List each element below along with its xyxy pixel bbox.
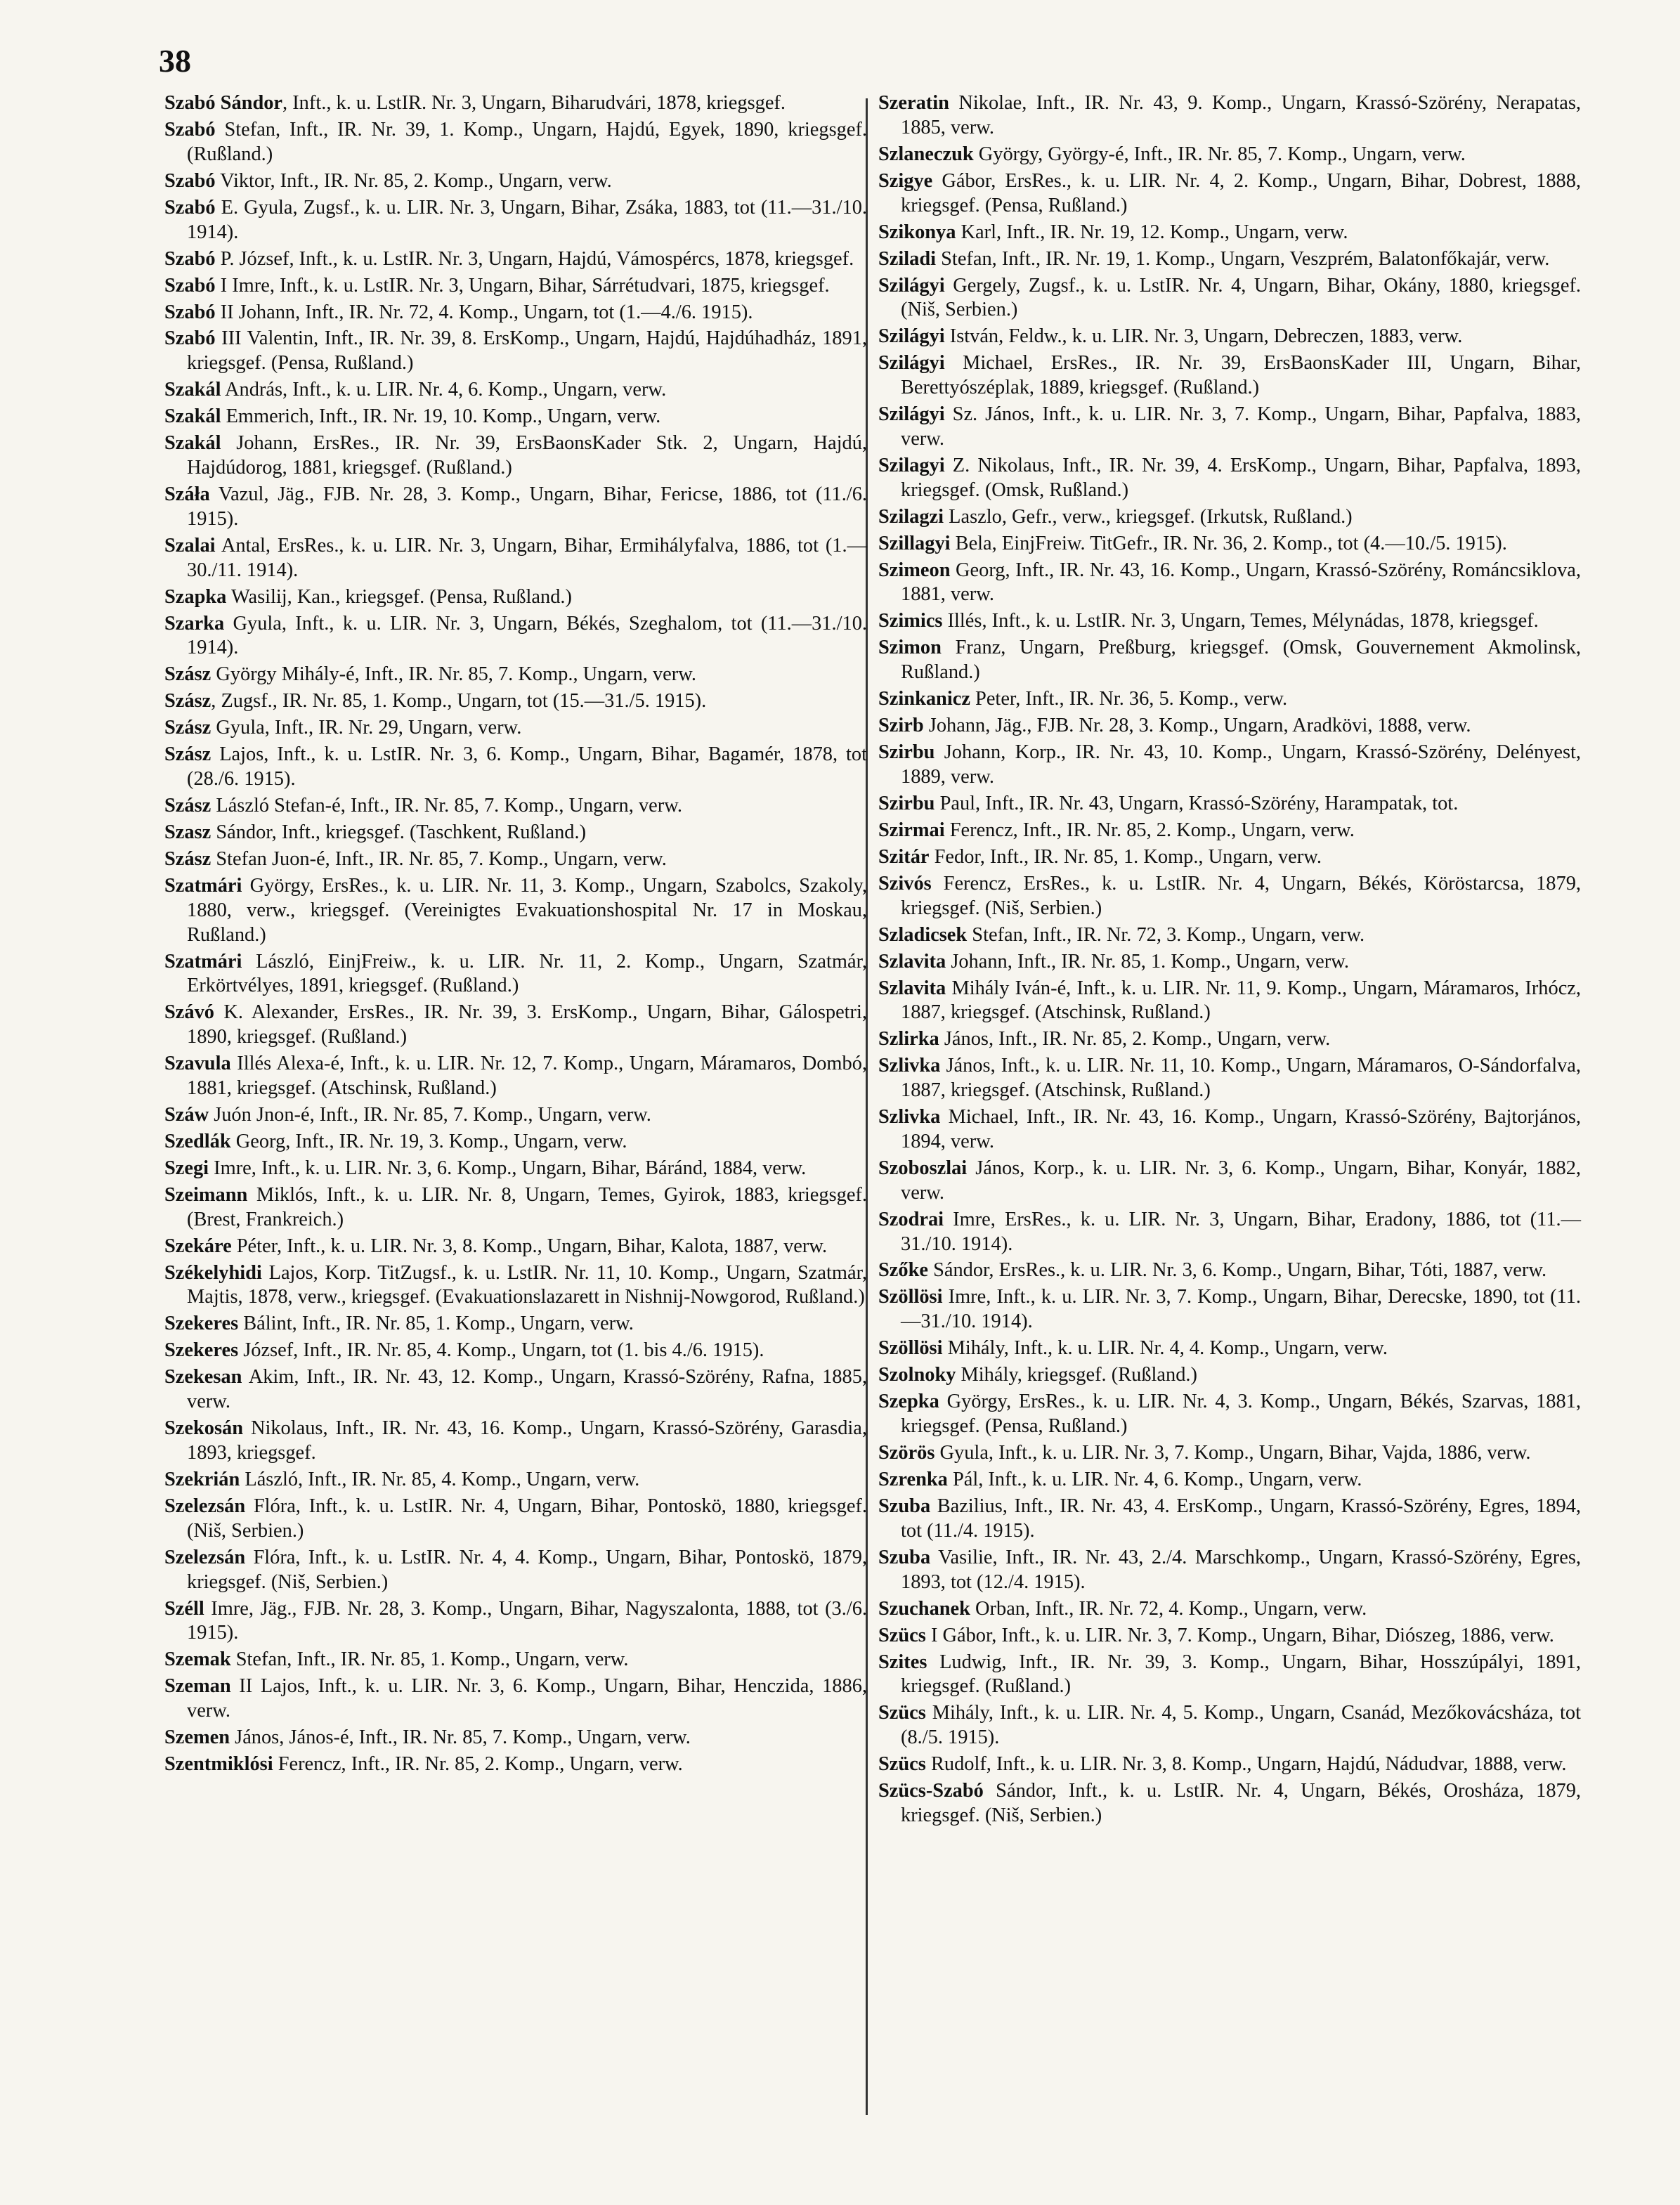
register-entry [878, 1701, 1581, 1750]
entry-details: Vasilie, Inft., IR. Nr. 43, 2./4. Marschkomp., Ungarn, Krassó-Szörény, Egres, 1893, tot (12./4. 1915). [901, 1546, 1581, 1593]
register-entry [164, 1052, 867, 1101]
entry-surname: Szemak [164, 1648, 231, 1671]
register-entry [164, 247, 867, 272]
entry-surname: Száw [164, 1103, 209, 1126]
entry-details: Imre, Inft., k. u. LIR. Nr. 3, 6. Komp., Ungarn, Bihar, Báránd, 1884, verw. [209, 1157, 807, 1179]
entry-surname: Székelyhidi [164, 1261, 262, 1284]
register-entry [878, 1336, 1581, 1361]
entry-details: E. Gyula, Zugsf., k. u. LIR. Nr. 3, Ungarn, Bihar, Zsáka, 1883, tot (11.—31./10. 1914). [187, 196, 867, 243]
entry-surname: Szentmiklósi [164, 1753, 273, 1776]
entry-details: Illés Alexa-é, Inft., k. u. LIR. Nr. 12, 7. Komp., Ungarn, Máramaros, Dombó, 1881, kriegsgef. (Atschinsk, Rußland.) [187, 1053, 867, 1099]
entry-surname: Szöllösi [878, 1286, 943, 1308]
register-entry [878, 169, 1581, 219]
register-entry [164, 1597, 867, 1646]
entry-details: Gyula, Inft., k. u. LIR. Nr. 3, Ungarn, Békés, Szeghalom, tot (11.—31./10. 1914). [187, 612, 867, 659]
entry-details: Ludwig, Inft., IR. Nr. 39, 3. Komp., Ungarn, Bihar, Hosszúpályi, 1891, kriegsgef. (Rußland.) [901, 1651, 1581, 1698]
entry-details: Stefan Juon-é, Inft., IR. Nr. 85, 7. Komp., Ungarn, verw. [211, 848, 667, 871]
register-entry [164, 1312, 867, 1336]
entry-surname: Szekeres [164, 1313, 239, 1335]
entry-details: Ferencz, ErsRes., k. u. LstIR. Nr. 4, Ungarn, Békés, Köröstarcsa, 1879, kriegsgef. (Niš, Serbien.) [901, 872, 1581, 919]
entry-surname: Szepka [878, 1391, 939, 1413]
register-entry [878, 247, 1581, 272]
register-entry [878, 403, 1581, 452]
entry-surname: Szlivka [878, 1106, 941, 1128]
entry-surname: Száła [164, 483, 210, 506]
register-entry [164, 874, 867, 947]
entry-surname: Szabó Sándor [164, 92, 283, 114]
entry-details: Stefan, Inft., IR. Nr. 39, 1. Komp., Ungarn, Hajdú, Egyek, 1890, kriegsgef. (Rußland.) [187, 118, 867, 165]
register-entry [164, 483, 867, 532]
register-entry [164, 1001, 867, 1050]
register-entry [878, 1624, 1581, 1648]
entry-details: Lajos, Inft., k. u. LstIR. Nr. 3, 6. Komp., Ungarn, Bihar, Bagamér, 1878, tot (28./6. 1915). [187, 743, 867, 791]
entry-details: János, Inft., IR. Nr. 85, 2. Komp., Ungarn, verw. [939, 1028, 1331, 1051]
register-entry [878, 1105, 1581, 1154]
entry-details: Imre, ErsRes., k. u. LIR. Nr. 3, Ungarn, Bihar, Eradony, 1886, tot (11.—31./10. 1914). [901, 1208, 1581, 1255]
register-entry [878, 1441, 1581, 1466]
entry-details: II Johann, Inft., IR. Nr. 72, 4. Komp., Ungarn, tot (1.—4./6. 1915). [215, 301, 753, 323]
register-entry [164, 1130, 867, 1154]
register-entry [164, 1157, 867, 1181]
entry-surname: Szabó [164, 274, 216, 297]
register-entry [878, 977, 1581, 1026]
entry-surname: Széll [164, 1597, 204, 1620]
entry-surname: Szekesan [164, 1366, 242, 1388]
entry-surname: Szigye [878, 169, 933, 192]
register-entry [878, 454, 1581, 503]
entry-surname: Szabó [164, 247, 216, 270]
register-entry [878, 1054, 1581, 1103]
entry-surname: Szücs-Szabó [878, 1780, 984, 1802]
entry-details: Johann, ErsRes., IR. Nr. 39, ErsBaonsKader Stk. 2, Ungarn, Hajdú, Hajdúdorog, 1881, kriegsgef. (Rußland.) [187, 432, 867, 479]
entry-surname: Szelezsán [164, 1495, 246, 1517]
entry-details: Flóra, Inft., k. u. LstIR. Nr. 4, Ungarn, Bihar, Pontoskö, 1880, kriegsgef. (Niš, Serbien.) [187, 1495, 867, 1542]
entry-details: Lajos, Korp. TitZugsf., k. u. LstIR. Nr. 11, 10. Komp., Ungarn, Szatmár, Majtis, 1878, verw., kriegsgef. (Evakuationslazarett in Nishnij-Nowgorod, Rußland.) [187, 1261, 867, 1308]
entry-details: József, Inft., IR. Nr. 85, 4. Komp., Ungarn, tot (1. bis 4./6. 1915). [238, 1339, 764, 1362]
register-entry [878, 636, 1581, 685]
entry-surname: Szakál [164, 405, 221, 428]
entry-surname: Szedlák [164, 1130, 231, 1152]
entry-surname: Szodrai [878, 1208, 944, 1230]
register-entry [164, 1648, 867, 1672]
entry-surname: Szites [878, 1651, 927, 1673]
entry-details: Karl, Inft., IR. Nr. 19, 12. Komp., Ungarn, verw. [956, 221, 1348, 243]
entry-surname: Szlaneczuk [878, 143, 974, 165]
entry-surname: Szatmári [164, 875, 242, 897]
entry-details: Mihály Iván-é, Inft., k. u. LIR. Nr. 11, 9. Komp., Ungarn, Máramaros, Irhócz, 1887, kriegsgef. (Atschinsk, Rußland.) [901, 977, 1581, 1024]
entry-details: Ferencz, Inft., IR. Nr. 85, 2. Komp., Ungarn, verw. [944, 819, 1355, 841]
entry-details: György Mihály-é, Inft., IR. Nr. 85, 7. Komp., Ungarn, verw. [211, 663, 696, 686]
entry-details: III Valentin, Inft., IR. Nr. 39, 8. ErsKomp., Ungarn, Hajdú, Hajdúhadház, 1891, kriegsgef. (Pensa, Rußland.) [187, 327, 867, 375]
entry-surname: Szőke [878, 1259, 928, 1282]
entry-surname: Szücs [878, 1624, 926, 1646]
register-entry [164, 1183, 867, 1232]
entry-surname: Szekáre [164, 1235, 232, 1257]
register-entry [164, 327, 867, 376]
entry-details: Bazilius, Inft., IR. Nr. 43, 4. ErsKomp., Ungarn, Krassó-Szörény, Egres, 1894, tot (11./4. 1915). [901, 1495, 1581, 1542]
entry-surname: Szász [164, 795, 211, 817]
entry-details: Georg, Inft., IR. Nr. 43, 16. Komp., Ungarn, Krassó-Szörény, Románcsiklova, 1881, verw. [901, 559, 1581, 606]
entry-details: Georg, Inft., IR. Nr. 19, 3. Komp., Ungarn, verw. [230, 1130, 627, 1152]
register-entry [164, 1546, 867, 1595]
entry-details: Juón Jnon-é, Inft., IR. Nr. 85, 7. Komp., Ungarn, verw. [209, 1103, 651, 1126]
entry-details: Paul, Inft., IR. Nr. 43, Ungarn, Krassó-Szörény, Harampatak, tot. [935, 792, 1459, 814]
entry-details: Emmerich, Inft., IR. Nr. 19, 10. Komp., Ungarn, verw. [221, 405, 661, 428]
entry-surname: Szász [164, 690, 211, 713]
entry-surname: Szemen [164, 1726, 230, 1749]
entry-surname: Szladicsek [878, 923, 968, 946]
register-entry [878, 872, 1581, 921]
entry-details: Stefan, Inft., IR. Nr. 72, 3. Komp., Ungarn, verw. [967, 923, 1365, 946]
entry-surname: Szegi [164, 1157, 209, 1179]
entry-surname: Szilagzi [878, 505, 944, 528]
register-entry [878, 559, 1581, 608]
entry-details: Johann, Jäg., FJB. Nr. 28, 3. Komp., Ungarn, Aradkövi, 1888, verw. [923, 715, 1471, 737]
entry-surname: Szeman [164, 1675, 231, 1698]
register-entry [878, 91, 1581, 141]
entry-surname: Szilágyi [878, 403, 945, 426]
register-entry [878, 1363, 1581, 1388]
entry-surname: Szakál [164, 379, 221, 401]
register-entry [164, 169, 867, 194]
entry-details: László Stefan-é, Inft., IR. Nr. 85, 7. Komp., Ungarn, verw. [211, 795, 682, 817]
entry-surname: Szász [164, 743, 211, 766]
register-entry [164, 950, 867, 999]
entry-surname: Szakál [164, 432, 221, 455]
register-entry [164, 1339, 867, 1363]
register-entry [164, 431, 867, 481]
register-entry [878, 819, 1581, 843]
entry-surname: Szasz [164, 821, 211, 844]
entry-details: , Inft., k. u. LstIR. Nr. 3, Ungarn, Biharudvári, 1878, kriegsgef. [282, 92, 786, 114]
register-entry [878, 741, 1581, 790]
register-entry [878, 1258, 1581, 1283]
entry-details: Gyula, Inft., IR. Nr. 29, Ungarn, verw. [211, 717, 522, 739]
entry-surname: Szabó [164, 301, 216, 323]
entry-details: K. Alexander, ErsRes., IR. Nr. 39, 3. ErsKomp., Ungarn, Bihar, Gálospetri, 1890, kriegsgef. (Rußland.) [187, 1001, 867, 1048]
register-entry [164, 794, 867, 819]
register-entry [878, 532, 1581, 557]
entry-surname: Szarka [164, 612, 225, 635]
entry-details: György, György-é, Inft., IR. Nr. 85, 7. Komp., Ungarn, verw. [973, 143, 1466, 165]
entry-surname: Szlivka [878, 1055, 941, 1077]
entry-details: Bálint, Inft., IR. Nr. 85, 1. Komp., Ungarn, verw. [238, 1313, 634, 1335]
register-entry [164, 405, 867, 429]
entry-details: János, Korp., k. u. LIR. Nr. 3, 6. Komp., Ungarn, Bihar, Konyár, 1882, verw. [901, 1157, 1581, 1204]
entry-surname: Szász [164, 848, 211, 871]
register-entry [878, 1468, 1581, 1492]
register-entry [164, 1726, 867, 1750]
entry-surname: Szávó [164, 1001, 214, 1024]
entry-details: Nikolaus, Inft., IR. Nr. 43, 16. Komp., Ungarn, Krassó-Szörény, Garasdia, 1893, kriegsgef. [187, 1417, 867, 1464]
register-entry [164, 847, 867, 872]
entry-details: Akim, Inft., IR. Nr. 43, 12. Komp., Ungarn, Krassó-Szörény, Rafna, 1885, verw. [187, 1366, 867, 1413]
entry-surname: Szilágyi [878, 274, 945, 297]
entry-details: György, ErsRes., k. u. LIR. Nr. 11, 3. Komp., Ungarn, Szabolcs, Szakoly, 1880, verw., kriegsgef. (Vereinigtes Evakuationshospital Nr. 17 in Moskau, Rußland.) [187, 875, 867, 946]
entry-surname: Szimeon [878, 559, 951, 581]
entry-details: Gyula, Inft., k. u. LIR. Nr. 3, 7. Komp., Ungarn, Bihar, Vajda, 1886, verw. [935, 1442, 1531, 1464]
entry-details: Z. Nikolaus, Inft., IR. Nr. 39, 4. ErsKomp., Ungarn, Bihar, Papfalva, 1893, kriegsgef. (Omsk, Rußland.) [901, 454, 1581, 501]
register-entry [878, 845, 1581, 870]
entry-details: Michael, Inft., IR. Nr. 43, 16. Komp., Ungarn, Krassó-Szörény, Bajtorjános, 1894, verw. [901, 1106, 1581, 1152]
entry-surname: Szelezsán [164, 1546, 246, 1568]
entry-surname: Szilagyi [878, 454, 945, 476]
entry-surname: Szörös [878, 1442, 935, 1464]
register-entry [878, 1027, 1581, 1052]
entry-surname: Szapka [164, 585, 227, 608]
entry-details: István, Feldw., k. u. LIR. Nr. 3, Ungarn, Debreczen, 1883, verw. [944, 325, 1463, 348]
register-entry [164, 1417, 867, 1466]
register-entry [878, 1546, 1581, 1595]
register-entry [164, 196, 867, 245]
entry-details: Illés, Inft., k. u. LstIR. Nr. 3, Ungarn, Temes, Mélynádas, 1878, kriegsgef. [942, 610, 1539, 632]
entry-surname: Szirb [878, 715, 924, 737]
entry-details: Flóra, Inft., k. u. LstIR. Nr. 4, 4. Komp., Ungarn, Bihar, Pontoskö, 1879, kriegsgef. (Niš, Serbien.) [187, 1546, 867, 1593]
register-entry [878, 923, 1581, 948]
entry-surname: Szabó [164, 196, 216, 219]
register-entry [878, 950, 1581, 975]
register-entry [878, 325, 1581, 349]
entry-details: Stefan, Inft., IR. Nr. 85, 1. Komp., Ungarn, verw. [230, 1648, 629, 1671]
entry-surname: Szillagyi [878, 532, 951, 554]
register-entry [164, 689, 867, 714]
entry-details: Antal, ErsRes., k. u. LIR. Nr. 3, Ungarn, Bihar, Ermihályfalva, 1886, tot (1.—30./11. 1914). [187, 534, 867, 581]
entry-surname: Szeimann [164, 1183, 248, 1206]
entry-details: Franz, Ungarn, Preßburg, kriegsgef. (Omsk, Gouvernement Akmolinsk, Rußland.) [901, 637, 1581, 684]
entry-surname: Szilágyi [878, 325, 945, 348]
entry-surname: Szeratin [878, 92, 949, 114]
entry-surname: Szalai [164, 534, 216, 557]
entry-details: Wasilij, Kan., kriegsgef. (Pensa, Rußland.) [226, 585, 572, 608]
register-entry [164, 91, 867, 116]
entry-details: Péter, Inft., k. u. LIR. Nr. 3, 8. Komp., Ungarn, Bihar, Kalota, 1887, verw. [231, 1235, 828, 1257]
entry-details: Mihály, kriegsgef. (Rußland.) [956, 1364, 1197, 1386]
entry-details: Pál, Inft., k. u. LIR. Nr. 4, 6. Komp., Ungarn, verw. [947, 1468, 1362, 1490]
entry-surname: Szücs [878, 1702, 926, 1724]
entry-surname: Szilágyi [878, 352, 945, 375]
entry-details: György, ErsRes., k. u. LIR. Nr. 4, 3. Komp., Ungarn, Békés, Szarvas, 1881, kriegsgef. (Pensa, Rußland.) [901, 1391, 1581, 1438]
register-entry [878, 1779, 1581, 1828]
entry-details: Mihály, Inft., k. u. LIR. Nr. 4, 4. Komp., Ungarn, verw. [942, 1337, 1388, 1360]
entry-surname: Szimon [878, 637, 942, 659]
entry-details: Sándor, Inft., k. u. LstIR. Nr. 4, Ungarn, Békés, Orosháza, 1879, kriegsgef. (Niš, Serbien.) [901, 1780, 1581, 1826]
entry-details: Imre, Jäg., FJB. Nr. 28, 3. Komp., Ungarn, Bihar, Nagyszalonta, 1888, tot (3./6. 1915). [187, 1597, 867, 1644]
entry-surname: Szlavita [878, 950, 946, 973]
register-entry [878, 792, 1581, 817]
entry-details: Miklós, Inft., k. u. LIR. Nr. 8, Ungarn, Temes, Gyirok, 1883, kriegsgef. (Brest, Frankreich.) [187, 1183, 867, 1230]
entry-details: János, János-é, Inft., IR. Nr. 85, 7. Komp., Ungarn, verw. [230, 1726, 691, 1749]
entry-surname: Szuchanek [878, 1597, 970, 1620]
register-entry [164, 716, 867, 741]
register-entry [164, 743, 867, 792]
register-entry [878, 1495, 1581, 1544]
register-entry [164, 585, 867, 610]
entry-surname: Szitár [878, 845, 930, 868]
register-entry [878, 505, 1581, 530]
register-entry [878, 1651, 1581, 1700]
register-entry [164, 534, 867, 583]
register-entry [878, 1285, 1581, 1334]
register-entry [878, 143, 1581, 167]
entry-surname: Szücs [878, 1753, 926, 1776]
entry-details: Nikolae, Inft., IR. Nr. 43, 9. Komp., Ungarn, Krassó-Szörény, Nerapatas, 1885, verw. [901, 92, 1581, 138]
register-entry [164, 118, 867, 167]
entry-details: Rudolf, Inft., k. u. LIR. Nr. 3, 8. Komp., Ungarn, Hajdú, Nádudvar, 1888, verw. [925, 1753, 1567, 1776]
entry-details: Fedor, Inft., IR. Nr. 85, 1. Komp., Ungarn, verw. [929, 845, 1322, 868]
entry-surname: Szatmári [164, 950, 242, 973]
entry-surname: Szabó [164, 327, 216, 350]
register-entry [878, 609, 1581, 634]
entry-surname: Szlavita [878, 977, 946, 999]
entry-details: Sándor, ErsRes., k. u. LIR. Nr. 3, 6. Komp., Ungarn, Bihar, Tóti, 1887, verw. [927, 1259, 1547, 1282]
entry-surname: Szuba [878, 1546, 931, 1568]
entry-details: János, Inft., k. u. LIR. Nr. 11, 10. Komp., Ungarn, Máramaros, O-Sándorfalva, 1887, kriegsgef. (Atschinsk, Rußland.) [901, 1055, 1581, 1102]
entry-details: I Imre, Inft., k. u. LstIR. Nr. 3, Ungarn, Bihar, Sárrétudvari, 1875, kriegsgef. [215, 274, 830, 297]
register-entry [878, 274, 1581, 323]
register-entry [878, 687, 1581, 712]
entry-surname: Szrenka [878, 1468, 948, 1490]
entry-details: László, EinjFreiw., k. u. LIR. Nr. 11, 2. Komp., Ungarn, Szatmár, Erkörtvélyes, 1891, kriegsgef. (Rußland.) [187, 950, 867, 997]
register-entry [878, 1157, 1581, 1206]
register-entry [878, 1597, 1581, 1622]
register-entry [164, 1495, 867, 1544]
right-column [878, 91, 1581, 1830]
entry-surname: Szirbu [878, 792, 935, 814]
entry-surname: Szirbu [878, 741, 935, 764]
entry-surname: Szirmai [878, 819, 945, 841]
entry-surname: Szekeres [164, 1339, 239, 1362]
entry-details: Sz. János, Inft., k. u. LIR. Nr. 3, 7. Komp., Ungarn, Bihar, Papfalva, 1883, verw. [901, 403, 1581, 450]
register-entry [164, 612, 867, 661]
register-entry [164, 1752, 867, 1777]
entry-surname: Szekrián [164, 1468, 240, 1490]
entry-surname: Szolnoky [878, 1364, 956, 1386]
register-entry [164, 1235, 867, 1259]
entry-details: I Gábor, Inft., k. u. LIR. Nr. 3, 7. Komp., Ungarn, Bihar, Diószeg, 1886, verw. [925, 1624, 1554, 1646]
entry-surname: Szoboszlai [878, 1157, 968, 1179]
entry-details: , Zugsf., IR. Nr. 85, 1. Komp., Ungarn, tot (15.—31./5. 1915). [211, 690, 707, 713]
register-entry [164, 1468, 867, 1492]
entry-surname: Szekosán [164, 1417, 244, 1440]
register-entry [878, 1390, 1581, 1439]
entry-details: Gergely, Zugsf., k. u. LstIR. Nr. 4, Ungarn, Bihar, Okány, 1880, kriegsgef. (Niš, Serbien.) [901, 274, 1581, 321]
entry-details: P. József, Inft., k. u. LstIR. Nr. 3, Ungarn, Hajdú, Vámospércs, 1878, kriegsgef. [215, 247, 854, 270]
register-entry [164, 301, 867, 325]
entry-details: András, Inft., k. u. LIR. Nr. 4, 6. Komp., Ungarn, verw. [221, 379, 667, 401]
entry-surname: Szász [164, 663, 211, 686]
entry-details: Peter, Inft., IR. Nr. 36, 5. Komp., verw. [970, 688, 1288, 710]
register-entry [164, 1674, 867, 1724]
register-entry [164, 378, 867, 403]
entry-details: Johann, Korp., IR. Nr. 43, 10. Komp., Ungarn, Krassó-Szörény, Delényest, 1889, verw. [901, 741, 1581, 788]
entry-details: Johann, Inft., IR. Nr. 85, 1. Komp., Ungarn, verw. [946, 950, 1349, 973]
entry-surname: Szlirka [878, 1028, 939, 1051]
entry-surname: Szimics [878, 610, 943, 632]
register-entry [878, 714, 1581, 739]
register-entry [164, 821, 867, 845]
entry-surname: Szász [164, 717, 211, 739]
entry-details: Stefan, Inft., IR. Nr. 19, 1. Komp., Ungarn, Veszprém, Balatonfőkajár, verw. [936, 247, 1550, 270]
register-entry [164, 1261, 867, 1310]
page-number: 38 [159, 43, 191, 79]
entry-surname: Szabó [164, 169, 216, 192]
register-entry [878, 1208, 1581, 1257]
entry-details: Imre, Inft., k. u. LIR. Nr. 3, 7. Komp., Ungarn, Bihar, Derecske, 1890, tot (11.—31./10. 1914). [901, 1286, 1581, 1333]
entry-details: Gábor, ErsRes., k. u. LIR. Nr. 4, 2. Komp., Ungarn, Bihar, Dobrest, 1888, kriegsgef. (Pensa, Rußland.) [901, 169, 1581, 216]
entry-details: Ferencz, Inft., IR. Nr. 85, 2. Komp., Ungarn, verw. [273, 1753, 683, 1776]
register-entry [164, 274, 867, 299]
entry-details: László, Inft., IR. Nr. 85, 4. Komp., Ungarn, verw. [240, 1468, 640, 1490]
entry-details: Laszlo, Gefr., verw., kriegsgef. (Irkutsk, Rußland.) [944, 505, 1353, 528]
entry-details: Bela, EinjFreiw. TitGefr., IR. Nr. 36, 2. Komp., tot (4.—10./5. 1915). [950, 532, 1507, 554]
register-entry [878, 351, 1581, 401]
entry-surname: Szikonya [878, 221, 956, 243]
entry-details: Sándor, Inft., kriegsgef. (Taschkent, Rußland.) [211, 821, 587, 844]
register-entry [164, 663, 867, 687]
entry-details: Orban, Inft., IR. Nr. 72, 4. Komp., Ungarn, verw. [970, 1597, 1367, 1620]
entry-details: Michael, ErsRes., IR. Nr. 39, ErsBaonsKader III, Ungarn, Bihar, Berettyószéplak, 1889, kriegsgef. (Rußland.) [901, 352, 1581, 399]
entry-surname: Szabó [164, 118, 216, 141]
entry-details: II Lajos, Inft., k. u. LIR. Nr. 3, 6. Komp., Ungarn, Bihar, Henczida, 1886, verw. [187, 1675, 867, 1722]
entry-surname: Szöllösi [878, 1337, 943, 1360]
entry-surname: Szivós [878, 872, 932, 895]
entry-surname: Sziladi [878, 247, 937, 270]
entry-details: Viktor, Inft., IR. Nr. 85, 2. Komp., Ungarn, verw. [215, 169, 612, 192]
entry-details: Vazul, Jäg., FJB. Nr. 28, 3. Komp., Ungarn, Bihar, Fericse, 1886, tot (11./6. 1915). [187, 483, 867, 530]
left-column [164, 91, 867, 1779]
entry-surname: Szinkanicz [878, 688, 970, 710]
register-entry [878, 1752, 1581, 1777]
entry-details: Mihály, Inft., k. u. LIR. Nr. 4, 5. Komp., Ungarn, Csanád, Mezőkovácsháza, tot (8./5. 1915). [901, 1702, 1581, 1749]
register-entry [878, 221, 1581, 245]
entry-surname: Szuba [878, 1495, 931, 1517]
entry-surname: Szavula [164, 1053, 231, 1075]
register-entry [164, 1103, 867, 1128]
register-entry [164, 1365, 867, 1414]
